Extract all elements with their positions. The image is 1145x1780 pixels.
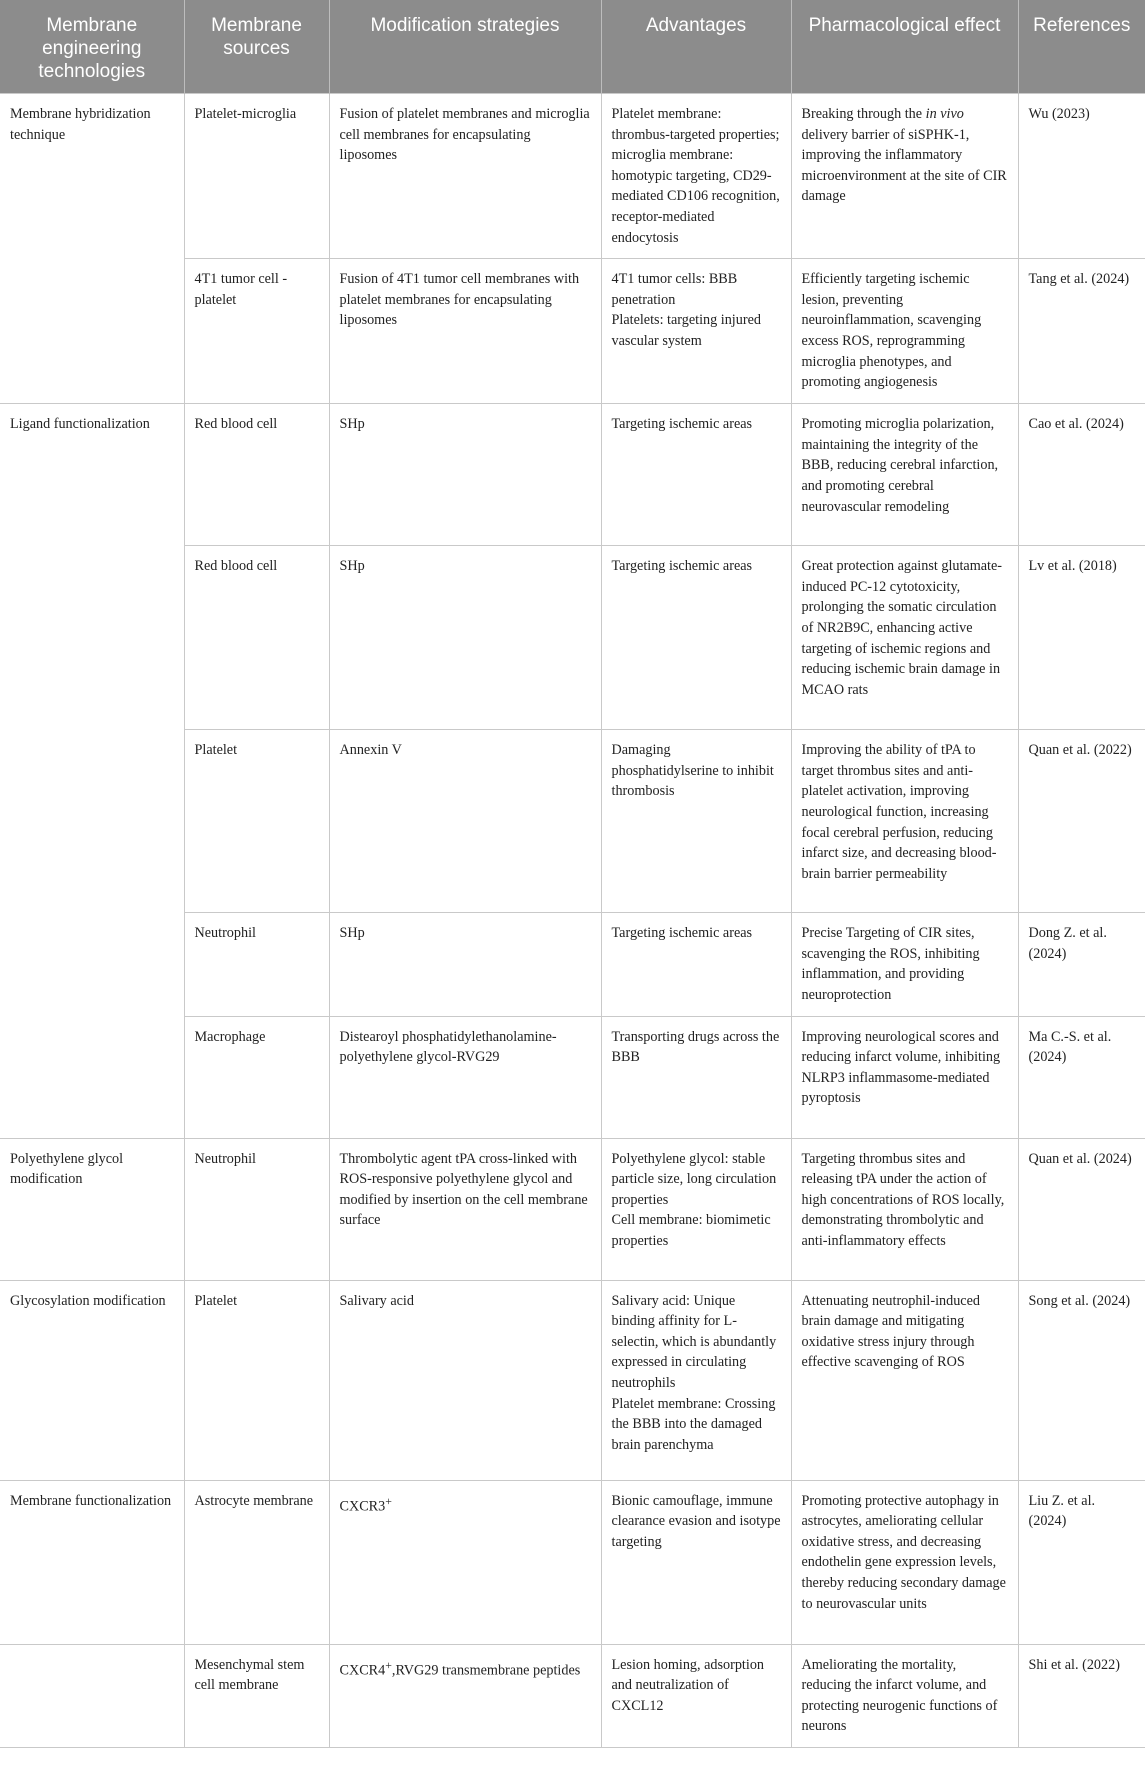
- source-cell: Red blood cell: [184, 546, 329, 730]
- effect-italic-text: in vivo: [925, 106, 964, 122]
- source-cell: Platelet: [184, 1280, 329, 1480]
- strategy-cell: Fusion of 4T1 tumor cell membranes with platelet membranes for encapsulating liposomes: [329, 259, 601, 404]
- technology-cell: Membrane hybridization technique: [0, 94, 184, 259]
- advantage-line: Damaging phosphatidylserine to inhibit thrombosis: [611, 742, 774, 800]
- reference-cell: Lv et al. (2018): [1018, 546, 1145, 730]
- reference-cell: Song et al. (2024): [1018, 1280, 1145, 1480]
- strategy-text: CXCR4: [339, 1662, 386, 1679]
- advantages-cell: [601, 404, 791, 546]
- advantages-cell: [601, 94, 791, 259]
- table-row: [0, 404, 1145, 546]
- advantages-cell: [601, 913, 791, 1016]
- technology-cell: Ligand functionalization: [0, 404, 184, 546]
- advantage-line: Platelet membrane: Crossing the BBB into the damaged brain parenchyma: [611, 1395, 776, 1453]
- effect-cell: Great protection against glutamate-induced PC-12 cytotoxicity, prolonging the somatic circulation of NR2B9C, enhancing active targeting of ischemic regions and reducing ischemic brain damage in MCAO rats: [791, 546, 1018, 730]
- technology-cell: [0, 546, 184, 730]
- effect-cell: Precise Targeting of CIR sites, scavenging the ROS, inhibiting inflammation, and providing neuroprotection: [791, 913, 1018, 1016]
- advantages-cell: [601, 730, 791, 913]
- strategy-cell: SHp: [329, 546, 601, 730]
- reference-cell: Cao et al. (2024): [1018, 404, 1145, 546]
- table-row: [0, 94, 1145, 259]
- advantages-cell: [601, 1280, 791, 1480]
- advantage-line: Lesion homing, adsorption and neutralization of CXCL12: [611, 1656, 765, 1714]
- table-row: [0, 1644, 1145, 1747]
- technology-cell: [0, 730, 184, 913]
- header-effect: Pharmacological effect: [791, 0, 1018, 94]
- table-row: [0, 1138, 1145, 1280]
- effect-cell: Improving the ability of tPA to target thrombus sites and anti-platelet activation, improving neurological function, increasing focal cerebral perfusion, reducing infarct size, and decreasing blood-brain barrier permeability: [791, 730, 1018, 913]
- header-technology: Membrane engineering technologies: [0, 0, 184, 94]
- effect-text: Breaking through the: [801, 106, 926, 122]
- strategy-cell: Distearoyl phosphatidylethanolamine-polyethylene glycol-RVG29: [329, 1016, 601, 1138]
- header-references: References: [1018, 0, 1145, 94]
- header-advantages: Advantages: [601, 0, 791, 94]
- technology-cell: [0, 1016, 184, 1138]
- source-cell: Macrophage: [184, 1016, 329, 1138]
- source-cell: Neutrophil: [184, 1138, 329, 1280]
- advantage-line: Bionic camouflage, immune clearance evasion and isotype targeting: [611, 1492, 781, 1550]
- advantages-cell: [601, 259, 791, 404]
- technology-cell: [0, 259, 184, 404]
- strategy-superscript: +: [385, 1493, 392, 1508]
- reference-cell: Dong Z. et al. (2024): [1018, 913, 1145, 1016]
- strategy-cell: [329, 1480, 601, 1644]
- strategy-cell: Annexin V: [329, 730, 601, 913]
- advantage-line: Targeting ischemic areas: [611, 558, 753, 575]
- effect-text: delivery barrier of siSPHK-1, improving the inflammatory microenvironment at the site of CIR damage: [801, 126, 1007, 205]
- advantage-line: Platelets: targeting injured vascular system: [611, 312, 761, 349]
- source-cell: Platelet-microglia: [184, 94, 329, 259]
- advantages-cell: [601, 1644, 791, 1747]
- reference-cell: Quan et al. (2022): [1018, 730, 1145, 913]
- effect-cell: Targeting thrombus sites and releasing tPA under the action of high concentrations of ROS locally, demonstrating thrombolytic and anti-inflammatory effects: [791, 1138, 1018, 1280]
- header-strategy: Modification strategies: [329, 0, 601, 94]
- effect-cell: [791, 94, 1018, 259]
- advantage-line: 4T1 tumor cells: BBB penetration: [611, 271, 738, 308]
- effect-line: Improving neurological scores and reducing infarct volume, inhibiting: [801, 1028, 1001, 1066]
- table-row: [0, 1016, 1145, 1138]
- effect-cell: Ameliorating the mortality, reducing the infarct volume, and protecting neurogenic functions of neurons: [791, 1644, 1018, 1747]
- reference-cell: Liu Z. et al. (2024): [1018, 1480, 1145, 1644]
- advantage-line: Salivary acid: Unique binding affinity for L-selectin, which is abundantly expressed in circulating neutrophils: [611, 1292, 777, 1391]
- source-cell: Red blood cell: [184, 404, 329, 546]
- strategy-superscript: +: [385, 1657, 392, 1672]
- advantages-cell: [601, 1480, 791, 1644]
- table-row: [0, 730, 1145, 913]
- strategy-cell: SHp: [329, 404, 601, 546]
- strategy-cell: SHp: [329, 913, 601, 1016]
- reference-cell: Shi et al. (2022): [1018, 1644, 1145, 1747]
- advantage-line: Platelet membrane: thrombus-targeted properties; microglia membrane: homotypic targeting, CD29-mediated CD106 recognition, receptor-mediated endocytosis: [611, 106, 780, 246]
- effect-cell: Attenuating neutrophil-induced brain damage and mitigating oxidative stress injury through effective scavenging of ROS: [791, 1280, 1018, 1480]
- strategy-cell: [329, 1644, 601, 1747]
- technology-cell: [0, 1644, 184, 1747]
- advantage-line: Targeting ischemic areas: [611, 925, 753, 942]
- effect-line: NLRP3 inflammasome-mediated pyroptosis: [801, 1069, 990, 1107]
- reference-cell: Wu (2023): [1018, 94, 1145, 259]
- table-row: [0, 1480, 1145, 1644]
- strategy-cell: Salivary acid: [329, 1280, 601, 1480]
- header-source: Membrane sources: [184, 0, 329, 94]
- advantage-line: Targeting ischemic areas: [611, 416, 753, 433]
- strategy-text: CXCR3: [339, 1498, 386, 1515]
- advantages-cell: [601, 1138, 791, 1280]
- strategy-cell: Fusion of platelet membranes and microglia cell membranes for encapsulating liposomes: [329, 94, 601, 259]
- source-cell: Astrocyte membrane: [184, 1480, 329, 1644]
- advantage-line: Cell membrane: biomimetic properties: [611, 1212, 771, 1249]
- table-row: [0, 913, 1145, 1016]
- advantage-line: Transporting drugs across the BBB: [611, 1028, 780, 1066]
- technology-cell: Glycosylation modification: [0, 1280, 184, 1480]
- technology-cell: Membrane functionalization: [0, 1480, 184, 1644]
- strategy-cell: Thrombolytic agent tPA cross-linked with ROS-responsive polyethylene glycol and modified by insertion on the cell membrane surface: [329, 1138, 601, 1280]
- source-cell: Neutrophil: [184, 913, 329, 1016]
- table-row: [0, 259, 1145, 404]
- advantages-cell: [601, 1016, 791, 1138]
- effect-cell: Promoting protective autophagy in astrocytes, ameliorating cellular oxidative stress, and decreasing endothelin gene expression levels, thereby reducing secondary damage to neurovascular units: [791, 1480, 1018, 1644]
- table-header-row: [0, 0, 1145, 94]
- effect-cell: [791, 1016, 1018, 1138]
- advantages-cell: [601, 546, 791, 730]
- effect-cell: Efficiently targeting ischemic lesion, preventing neuroinflammation, scavenging excess ROS, reprogramming microglia phenotypes, and promoting angiogenesis: [791, 259, 1018, 404]
- source-cell: 4T1 tumor cell -platelet: [184, 259, 329, 404]
- reference-cell: Quan et al. (2024): [1018, 1138, 1145, 1280]
- table-row: [0, 546, 1145, 730]
- table-row: [0, 1280, 1145, 1480]
- effect-cell: Promoting microglia polarization, maintaining the integrity of the BBB, reducing cerebral infarction, and promoting cerebral neurovascular remodeling: [791, 404, 1018, 546]
- reference-cell: Ma C.-S. et al. (2024): [1018, 1016, 1145, 1138]
- source-cell: Platelet: [184, 730, 329, 913]
- source-cell: Mesenchymal stem cell membrane: [184, 1644, 329, 1747]
- advantage-line: Polyethylene glycol: stable particle size, long circulation properties: [611, 1150, 777, 1208]
- strategy-text: ,RVG29 transmembrane peptides: [391, 1662, 581, 1679]
- reference-cell: Tang et al. (2024): [1018, 259, 1145, 404]
- technology-cell: [0, 913, 184, 1016]
- technology-cell: Polyethylene glycol modification: [0, 1138, 184, 1280]
